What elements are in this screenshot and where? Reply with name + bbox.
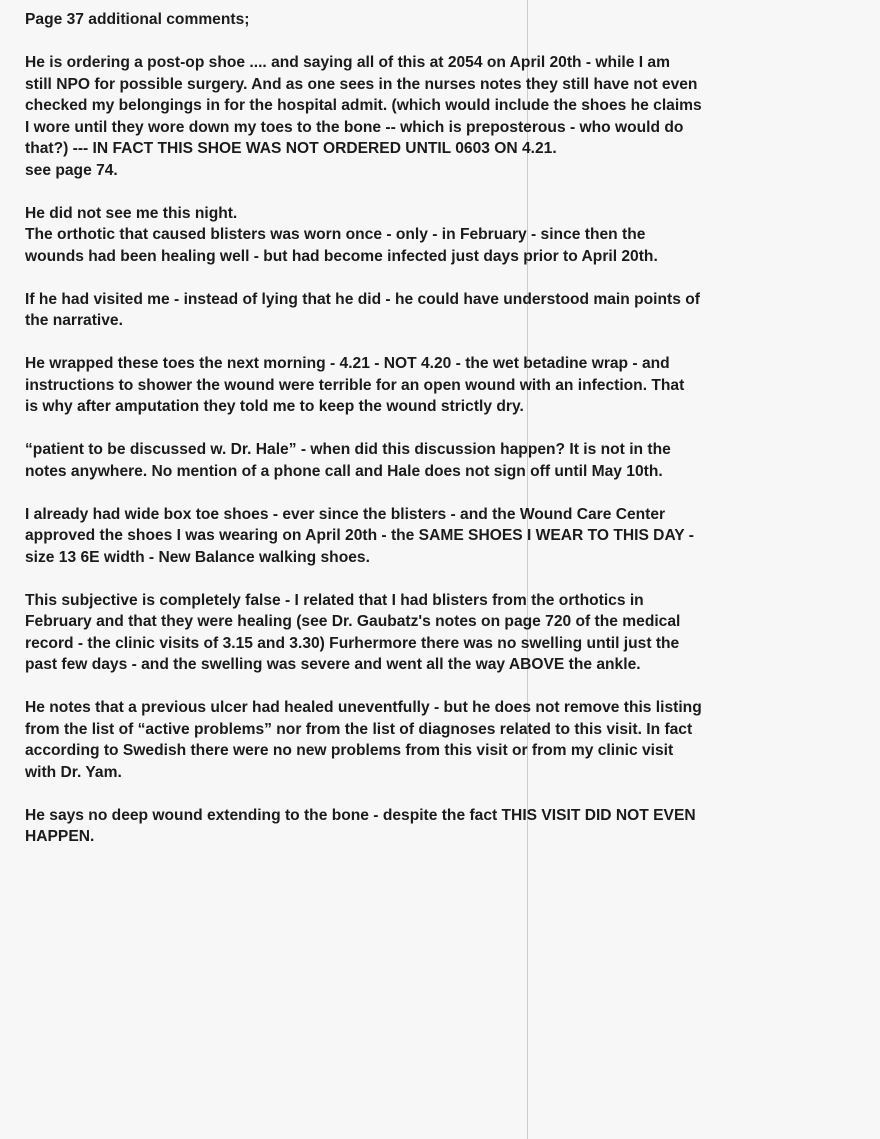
paragraph-line: checked my belongings in for the hospital admit. (which would include the shoes he claims (25, 97, 702, 114)
paragraph-line: I already had wide box toe shoes - ever since the blisters - and the Wound Care Center (25, 505, 666, 523)
paragraph-line: that?) --- IN FACT THIS SHOE WAS NOT ORDERED UNTIL 0603 ON 4.21. (25, 140, 557, 157)
paragraph-line: the narrative. (25, 312, 123, 329)
paragraph-line: He is ordering a post-op shoe .... and saying all of this at 2054 on April 20th - while I am (25, 54, 670, 71)
page-title: Page 37 additional comments; (25, 11, 250, 28)
paragraph-line: He says no deep wound extending to the bone - despite the fact THIS VISIT DID NOT EVEN (25, 806, 696, 824)
comment-paragraph (25, 697, 865, 783)
paragraph-line: is why after amputation they told me to keep the wound strictly dry. (25, 398, 524, 415)
paragraph-line: past few days - and the swelling was severe and went all the way ABOVE the ankle. (25, 656, 641, 673)
comments-body (25, 52, 865, 848)
comment-paragraph (25, 289, 865, 332)
paragraph-line: He notes that a previous ulcer had healed uneventfully - but he does not remove this listing (25, 699, 702, 716)
paragraph-line: He wrapped these toes the next morning - 4.21 - NOT 4.20 - the wet betadine wrap - and (25, 355, 670, 372)
paragraph-line: size 13 6E width - New Balance walking shoes. (25, 548, 370, 566)
paragraph-line: The orthotic that caused blisters was worn once - only - in February - since then the (25, 226, 646, 243)
comment-paragraph (25, 203, 865, 268)
paragraph-line: notes anywhere. No mention of a phone call and Hale does not sign off until May 10th. (25, 462, 663, 480)
paragraph-line: according to Swedish there were no new problems from this visit or from my clinic visit (25, 742, 674, 759)
comment-paragraph (25, 805, 865, 848)
paragraph-line: If he had visited me - instead of lying that he did - he could have understood main points of (25, 290, 700, 308)
paragraph-line: record - the clinic visits of 3.15 and 3.30) Furhermore there was no swelling until just the (25, 634, 680, 652)
paragraph-line: see page 74. (25, 161, 118, 179)
comment-paragraph (25, 439, 865, 482)
paragraph-line: HAPPEN. (25, 828, 95, 845)
paragraph-line: still NPO for possible surgery. And as one sees in the nurses notes they still have not even (25, 75, 698, 93)
paragraph-line: “patient to be discussed w. Dr. Hale” - when did this discussion happen? It is not in the (25, 441, 671, 458)
paragraph-line: with Dr. Yam. (25, 763, 122, 781)
comment-paragraph (25, 504, 865, 569)
paragraph-line: from the list of “active problems” nor from the list of diagnoses related to this visit. In fact (25, 720, 693, 738)
comment-paragraph (25, 52, 865, 181)
paragraph-line: I wore until they wore down my toes to the bone -- which is preposterous - who would do (25, 118, 684, 136)
comment-paragraph (25, 590, 865, 676)
paragraph-line: This subjective is completely false - I related that I had blisters from the orthotics in (25, 591, 644, 609)
paragraph-line: approved the shoes I was wearing on April 20th - the SAME SHOES I WEAR TO THIS DAY - (25, 527, 694, 544)
paragraph-line: He did not see me this night. (25, 204, 238, 222)
paragraph-line: instructions to shower the wound were terrible for an open wound with an infection. That (25, 376, 685, 394)
paragraph-line: February and that they were healing (see Dr. Gaubatz's notes on page 720 of the medical (25, 613, 681, 630)
comment-paragraph (25, 353, 865, 418)
comments-page (25, 9, 865, 869)
paragraph-line: wounds had been healing well - but had become infected just days prior to April 20th. (25, 247, 658, 265)
